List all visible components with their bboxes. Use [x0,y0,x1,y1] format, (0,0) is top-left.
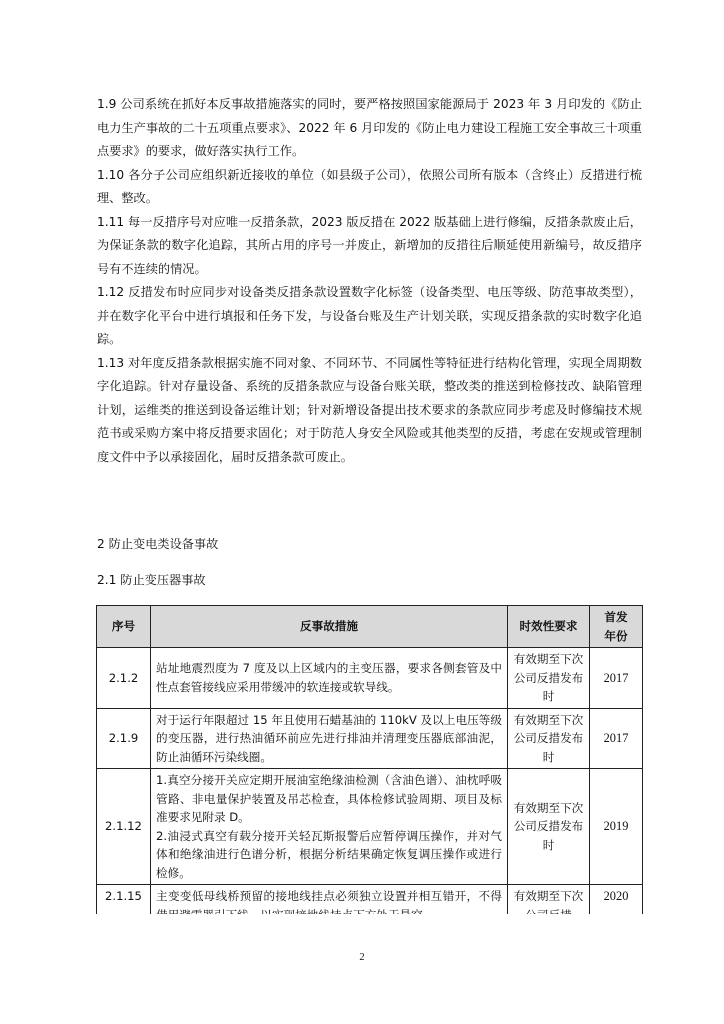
section-heading: 2 防止变电类设备事故 [97,537,219,551]
paragraph-1-13: 1.13 对年度反措条款根据实施不同对象、不同环节、不同属性等特征进行结构化管理，实现全周期数字化追踪。针对存量设备、系统的反措条款应与设备台账关联，整改类的推送到检修技改、缺陷管理计划，运维类的推送到设备运维计划；针对新增设备提出技术要求的条款应同步考虑及时修编技术规范书或采购方案中将反措要求固化；对于防范人身安全风险或其他类型的反措，考虑在安规或管理制度文件中予以承接固化，届时反措条款可废止。 [97,355,642,464]
measure-line: 站址地震烈度为 7 度及以上区域内的主变压器，要求各侧套管及中性点套管接线应采用带缓冲的软连接或软导线。 [156,661,502,694]
row-validity: 有效期至下次 [508,885,590,927]
paragraph-1-12: 1.12 反措发布时应同步对设备类反措条款设置数字化标签（设备类型、电压等级、防范事故类型），并在数字化平台中进行填报和任务下发，与设备台账及生产计划关联，实现反措条款的实时数字化追踪。 [97,285,642,346]
header-year-line2: 年份 [604,628,628,643]
header-measure: 反事故措施 [151,606,508,648]
subsection-heading: 2.1 防止变压器事故 [97,573,206,587]
row-year: 2017 [590,708,643,769]
paragraph-1-9: 1.9 公司系统在抓好本反事故措施落实的同时，要严格按照国家能源局于 2023 年 3 月印发的《防止电力生产事故的二十五项重点要求》、2022 年 6 月印发的《防止电力建设工程施工安全事故三十项重点要求》的要求，做好落实执行工作。 [97,97,642,158]
header-year-line1: 首发 [604,610,628,624]
row-measure [151,648,508,709]
row-seq: 2.1.12 [97,769,151,885]
paragraph-1-11: 1.11 每一反措序号对应唯一反措条款，2023 版反措在 2022 版基础上进行修编，反措条款废止后，为保证条款的数字化追踪，其所占用的序号一并废止，新增加的反措往后顺延使用新编号，故反措序号有不连续的情况。 [97,214,642,276]
table-row [97,708,643,769]
page-footer-area [0,914,724,1024]
body-text [97,93,642,469]
header-validity: 时效性要求 [508,606,590,648]
paragraph-1-10: 1.10 各分子公司应组织新近接收的单位（如县级子公司），依照公司所有版本（含终止）反措进行梳理、整改。 [97,167,642,205]
row-validity: 有效期至下次公司反措发布时 [508,769,590,885]
page-number: 2 [359,952,365,963]
measure-line: 主变变低母线桥预留的接地线挂点必须独立设置并相互错开，不得 [156,889,502,903]
measures-table [96,605,643,927]
row-seq: 2.1.2 [97,648,151,709]
row-validity: 有效期至下次公司反措发布时 [508,708,590,769]
measure-line: 对于运行年限超过 15 年且使用石蜡基油的 110kV 及以上电压等级的变压器，进行热油循环前应先进行排油并清理变压器底部油泥，防止油循环污染线圈。 [156,712,502,764]
table-row [97,648,643,709]
row-measure [151,708,508,769]
header-year [590,606,643,648]
table-header-row [97,606,643,648]
row-measure [151,769,508,885]
measure-line: 1.真空分接开关应定期开展油室绝缘油检测（含油色谱）、油枕呼吸管路、非电量保护装置及吊芯检查，具体检修试验周期、项目及标准要求见附录 D。 [156,773,502,824]
measure-line: 2.油浸式真空有载分接开关轻瓦斯报警后应暂停调压操作，并对气体和绝缘油进行色谱分析，根据分析结果确定恢复调压操作或进行检修。 [156,828,502,880]
row-seq: 2.1.15 [97,885,151,927]
table-row [97,769,643,885]
row-year: 2017 [590,648,643,709]
header-seq: 序号 [97,606,151,648]
row-year: 2020 [590,885,643,927]
row-validity: 有效期至下次公司反措发布时 [508,648,590,709]
row-seq: 2.1.9 [97,708,151,769]
row-year: 2019 [590,769,643,885]
